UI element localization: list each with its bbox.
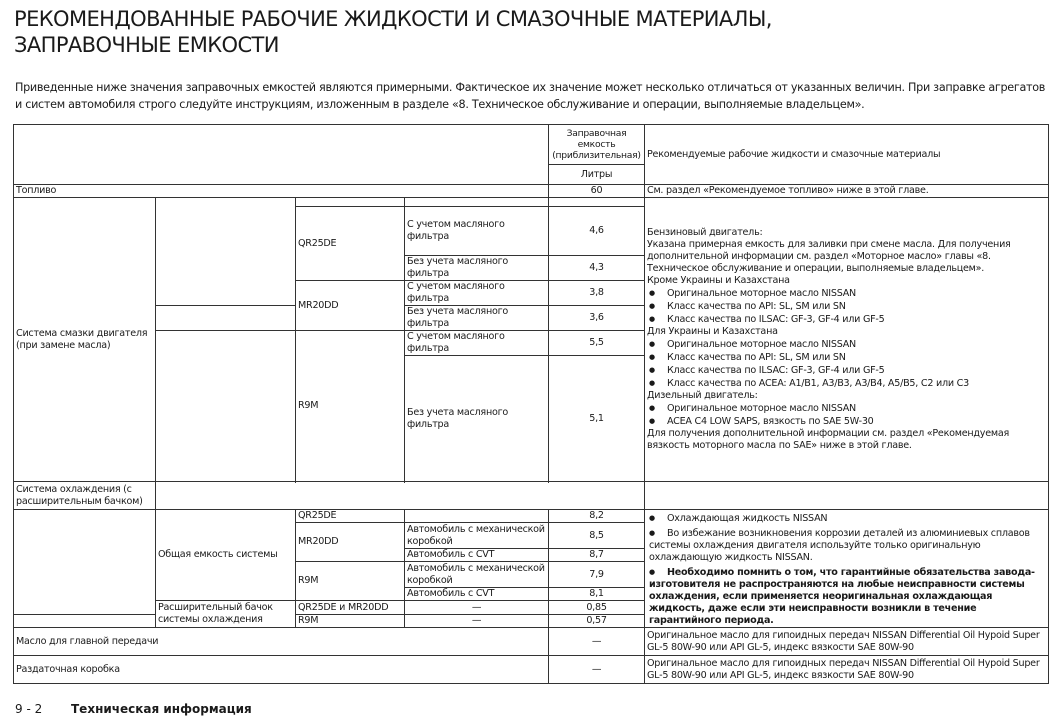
table-row-final-drive: Масло для главной передачи — Оригинальное масло для гипоидных передач NISSAN Differential Oil Hypoid Super GL-5 80W-90 или API GL-5, индекс вязкости SAE 80W-90 [14, 628, 1049, 656]
cooling-label: Система охлаждения (с расширительным бачком) [14, 482, 156, 510]
section-name: Техническая информация [71, 702, 252, 716]
table-row-cooling [14, 482, 1049, 510]
engine-name: R9M [296, 562, 405, 601]
transfer-case-label: Раздаточная коробка [14, 656, 549, 684]
table-row: R9M С учетом масляного фильтра 5,5 [14, 331, 1049, 356]
table-row: Без учета масляного фильтра 3,6 [14, 306, 1049, 331]
fuel-value: 60 [549, 185, 645, 198]
page-title-line1: РЕКОМЕНДОВАННЫЕ РАБОЧИЕ ЖИДКОСТИ И СМАЗОЧНЫЕ МАТЕРИАЛЫ, [14, 7, 772, 31]
table-row: Расширительный бачок системы охлаждения QR25DE и MR20DD — 0,85 [14, 601, 1049, 615]
table-row: R9M — 0,57 [14, 615, 1049, 628]
table-row-fuel [14, 185, 1049, 198]
table-row: Без учета масляного фильтра 4,3 [14, 256, 1049, 281]
table-row: MR20DD С учетом масляного фильтра 3,8 [14, 281, 1049, 306]
final-drive-label: Масло для главной передачи [14, 628, 549, 656]
table-row: Автомобиль с CVT 8,7 [14, 549, 1049, 562]
cooling-total-label: Общая емкость системы [156, 510, 296, 601]
header-materials: Рекомендуемые рабочие жидкости и смазочные материалы [645, 125, 1049, 185]
table-header-row [14, 125, 1049, 165]
header-capacity: Заправочная емкость (приблизительная) [549, 125, 645, 165]
page-number: 9 - 2 [15, 702, 43, 716]
table-row: R9M Автомобиль с механической коробкой 7,9 [14, 562, 1049, 588]
engine-name: R9M [296, 331, 405, 482]
table-row: MR20DD Автомобиль с механической коробкой 8,5 [14, 523, 1049, 549]
engine-name: MR20DD [296, 281, 405, 331]
page-title-line2: ЗАПРАВОЧНЫЕ ЕМКОСТИ [14, 33, 279, 57]
fuel-label: Топливо [14, 185, 549, 198]
engine-name: QR25DE [296, 207, 405, 281]
table-row: Без учета масляного фильтра 5,1 [14, 356, 1049, 482]
fuel-note: См. раздел «Рекомендуемое топливо» ниже в этой главе. [645, 185, 1049, 198]
table-row: QR25DE С учетом масляного фильтра 4,6 [14, 207, 1049, 256]
intro-paragraph: Приведенные ниже значения заправочных емкостей являются примерными. Фактическое их значение может несколько отличаться от указанных величин. При заправке агрегатов и систем автомобиля строго следуйте инструкциям, изложенным в разделе «8. Техническое обслуживание и операции, выполняемые владельцем». [15, 81, 1046, 111]
engine-name: R9M [296, 615, 405, 628]
capacities-table [13, 124, 1049, 684]
table-row-transfer-case: Раздаточная коробка — Оригинальное масло для гипоидных передач NISSAN Differential Oil Hypoid Super GL-5 80W-90 или API GL-5, индекс вязкости SAE 80W-90 [14, 656, 1049, 684]
table-row: Автомобиль с CVT 8,1 [14, 588, 1049, 601]
engine-name: QR25DE [296, 510, 405, 523]
page-title [14, 6, 772, 58]
final-drive-note: Оригинальное масло для гипоидных передач NISSAN Differential Oil Hypoid Super GL-5 80W-90 или API GL-5, индекс вязкости SAE 80W-90 [645, 628, 1049, 656]
engine-oil-label: Система смазки двигателя (при замене масла) [14, 198, 156, 482]
engine-name: MR20DD [296, 523, 405, 562]
cooling-recommendations: ● Охлаждающая жидкость NISSAN ● Во избежание возникновения коррозии деталей из алюминиевых сплавов системы охлаждения двигателя используйте только оригинальную охлаждающую жидкость NISSAN. ● Необходимо помнить о том, что гарантийные обязательства завода-изготовителя не распространяются на любые неисправности системы охлаждения, если применяется неоригинальная охлаждающая жидкость, даже если эти неисправности возникли в течение гарантийного периода. [645, 510, 1049, 628]
table-row: Общая емкость системы QR25DE 8,2 ● Охлаждающая жидкость NISSAN ● Во избежание возникновения коррозии деталей из алюминиевых сплавов системы охлаждения двигателя используйте только оригинальную охлаждающую жидкость NISSAN. ● Необходимо помнить о том, что гарантийные обязательства завода-изготовителя не распространяются на любые неисправности системы охлаждения, если применяется неоригинальная охлаждающая жидкость, даже если эти неисправности возникли в течение гарантийного периода. [14, 510, 1049, 523]
engine-name: QR25DE и MR20DD [296, 601, 405, 615]
reservoir-label: Расширительный бачок системы охлаждения [156, 601, 296, 628]
engine-oil-recommendations: Бензиновый двигатель: Указана примерная емкость для заливки при смене масла. Для получения дополнительной информации см. раздел «Моторное масло» главы «8. Техническое обслуживание и операции, выполняемые владельцем». Кроме Украины и Казахстана ● Оригинальное моторное масло NISSAN ● Класс качества по API: SL, SM или SN ● Класс качества по ILSAC: GF-3, GF-4 или GF-5 Для Украины и Казахстана ● Оригинальное моторное масло NISSAN ● Класс качества по API: SL, SM или SN ● Класс качества по ILSAC: GF-3, GF-4 или GF-5 ● Класс качества по ACEA: A1/B1, A3/B3, A3/B4, A5/B5, C2 или C3 Дизельный двигатель: ● Оригинальное моторное масло NISSAN ● ACEA C4 LOW SAPS, вязкость по SAE 5W-30 Для получения дополнительной информации см. раздел «Рекомендуемая вязкость моторного масла по SAE» ниже в этой главе. [645, 198, 1049, 482]
header-unit: Литры [549, 165, 645, 185]
transfer-case-note: Оригинальное масло для гипоидных передач NISSAN Differential Oil Hypoid Super GL-5 80W-90 или API GL-5, индекс вязкости SAE 80W-90 [645, 656, 1049, 684]
page-footer [15, 702, 252, 716]
